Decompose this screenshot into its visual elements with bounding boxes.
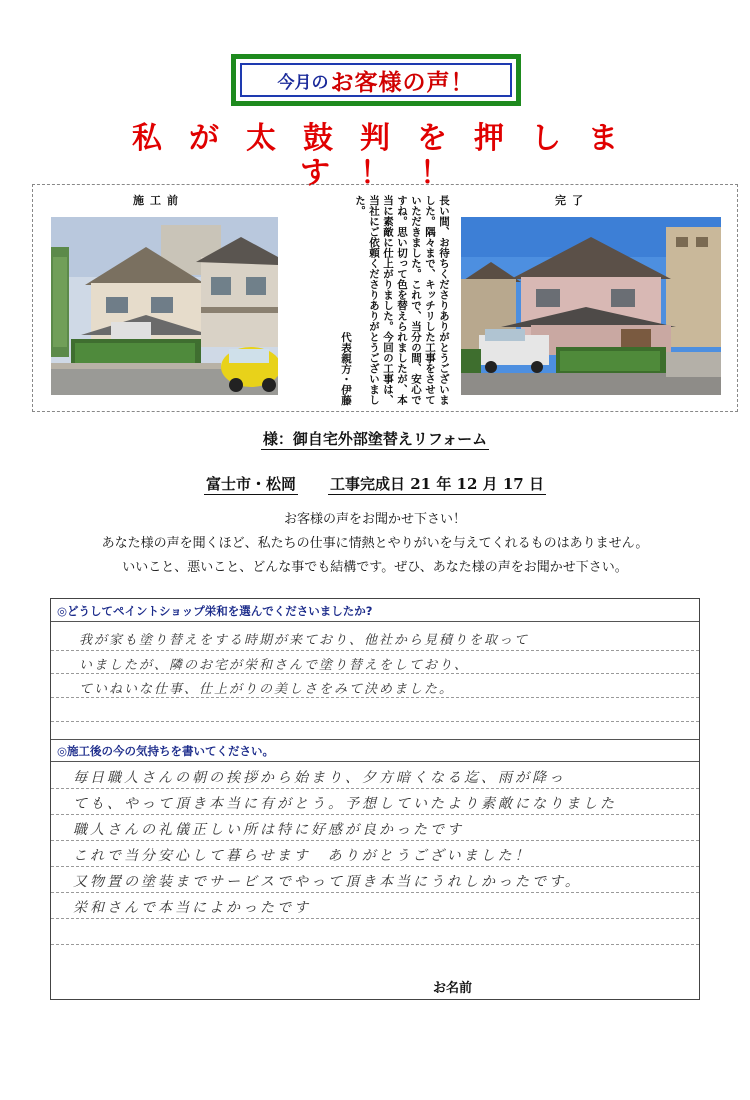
before-label: 施工前 <box>133 194 184 207</box>
location-line <box>0 473 750 494</box>
owner-quote <box>291 195 451 405</box>
headline-line-1: 私が太鼓判を押しま <box>132 121 645 156</box>
rule-line <box>51 721 699 722</box>
customer-name-label: お名前 <box>433 981 473 996</box>
before-house-image <box>51 217 278 395</box>
photo-panel <box>32 184 738 412</box>
rule-line <box>51 944 699 945</box>
answer-2-line-4: これで当分安心して暮らせます ありがとうございました！ <box>73 848 532 864</box>
message-line-2: あなた様の声を聞くほど、私たちの仕事に情熱とやりがいを与えてくれるものはありません。 <box>101 536 649 551</box>
title-box <box>231 54 521 106</box>
title-prefix: 今月の <box>277 72 329 93</box>
section-divider <box>51 739 699 740</box>
title-main: お客様の声！ <box>330 68 475 96</box>
before-photo <box>51 217 278 395</box>
message-line-1: お客様の声をお聞かせ下さい！ <box>283 512 466 527</box>
rule-line <box>51 840 699 841</box>
work-title-text: 様：御自宅外部塗替えリフォーム <box>262 430 488 448</box>
rule-line <box>51 621 699 622</box>
owner-signature: 代表親方・伊藤 <box>340 331 352 405</box>
rule-line <box>51 761 699 762</box>
title-frame <box>240 63 512 97</box>
rule-line <box>51 866 699 867</box>
headline-line-2: す！！ <box>300 156 480 191</box>
answer-2-line-6: 栄和さんで本当によかったです <box>73 900 311 916</box>
rule-line <box>51 892 699 893</box>
completion-date: 工事完成日 21 年 12 月 17 日 <box>330 475 544 493</box>
owner-quote-text: 長い間、お待ちくださりありがとうございました。隅々まで、キッチリした工事をさせていただきました。これで、当分の間、安心ですね。思い切って色を替えられましたが、本当に素敵に仕上がりました。今回の工事は、当社にご依頼くださりありがとうございました。 <box>354 195 450 405</box>
rule-line <box>51 697 699 698</box>
rule-line <box>51 814 699 815</box>
rule-line <box>51 918 699 919</box>
location-text: 富士市・松岡 <box>206 475 297 493</box>
survey-form <box>50 598 700 1000</box>
answer-2-line-3: 職人さんの礼儀正しい所は特に好感が良かったです <box>73 822 464 838</box>
answer-1-line-1: 我が家も塗り替えをする時期が来ており、他社から見積りを取って <box>79 633 530 648</box>
rule-line <box>51 788 699 789</box>
answer-1-line-3: ていねいな仕事、仕上がりの美しさをみて決めました。 <box>79 682 455 697</box>
after-house-image <box>461 217 721 395</box>
after-label: 完了 <box>555 194 589 207</box>
rule-line <box>51 650 699 651</box>
message-line-3: いいこと、悪いこと、どんな事でも結構です。ぜひ、あなた様の声をお聞かせ下さい。 <box>122 560 628 575</box>
after-photo <box>461 217 721 395</box>
answer-1-line-2: いましたが、隣のお宅が栄和さんで塗り替えをしており、 <box>79 658 470 673</box>
question-2-label: ◎施工後の今の気持ちを書いてください。 <box>57 744 275 758</box>
answer-2-line-1: 毎日職人さんの朝の挨拶から始まり、夕方暗くなる迄、雨が降っ <box>73 770 566 786</box>
answer-2-line-5: 又物置の塗装までサービスでやって頂き本当にうれしかったです。 <box>73 874 582 890</box>
answer-2-line-2: ても、やって頂き本当に有がとう。予想していたより素敵になりました <box>73 796 617 812</box>
rule-line <box>51 673 699 674</box>
work-title <box>0 428 750 449</box>
question-1-label: ◎どうしてペイントショップ栄和を選んでくださいましたか? <box>57 604 373 618</box>
